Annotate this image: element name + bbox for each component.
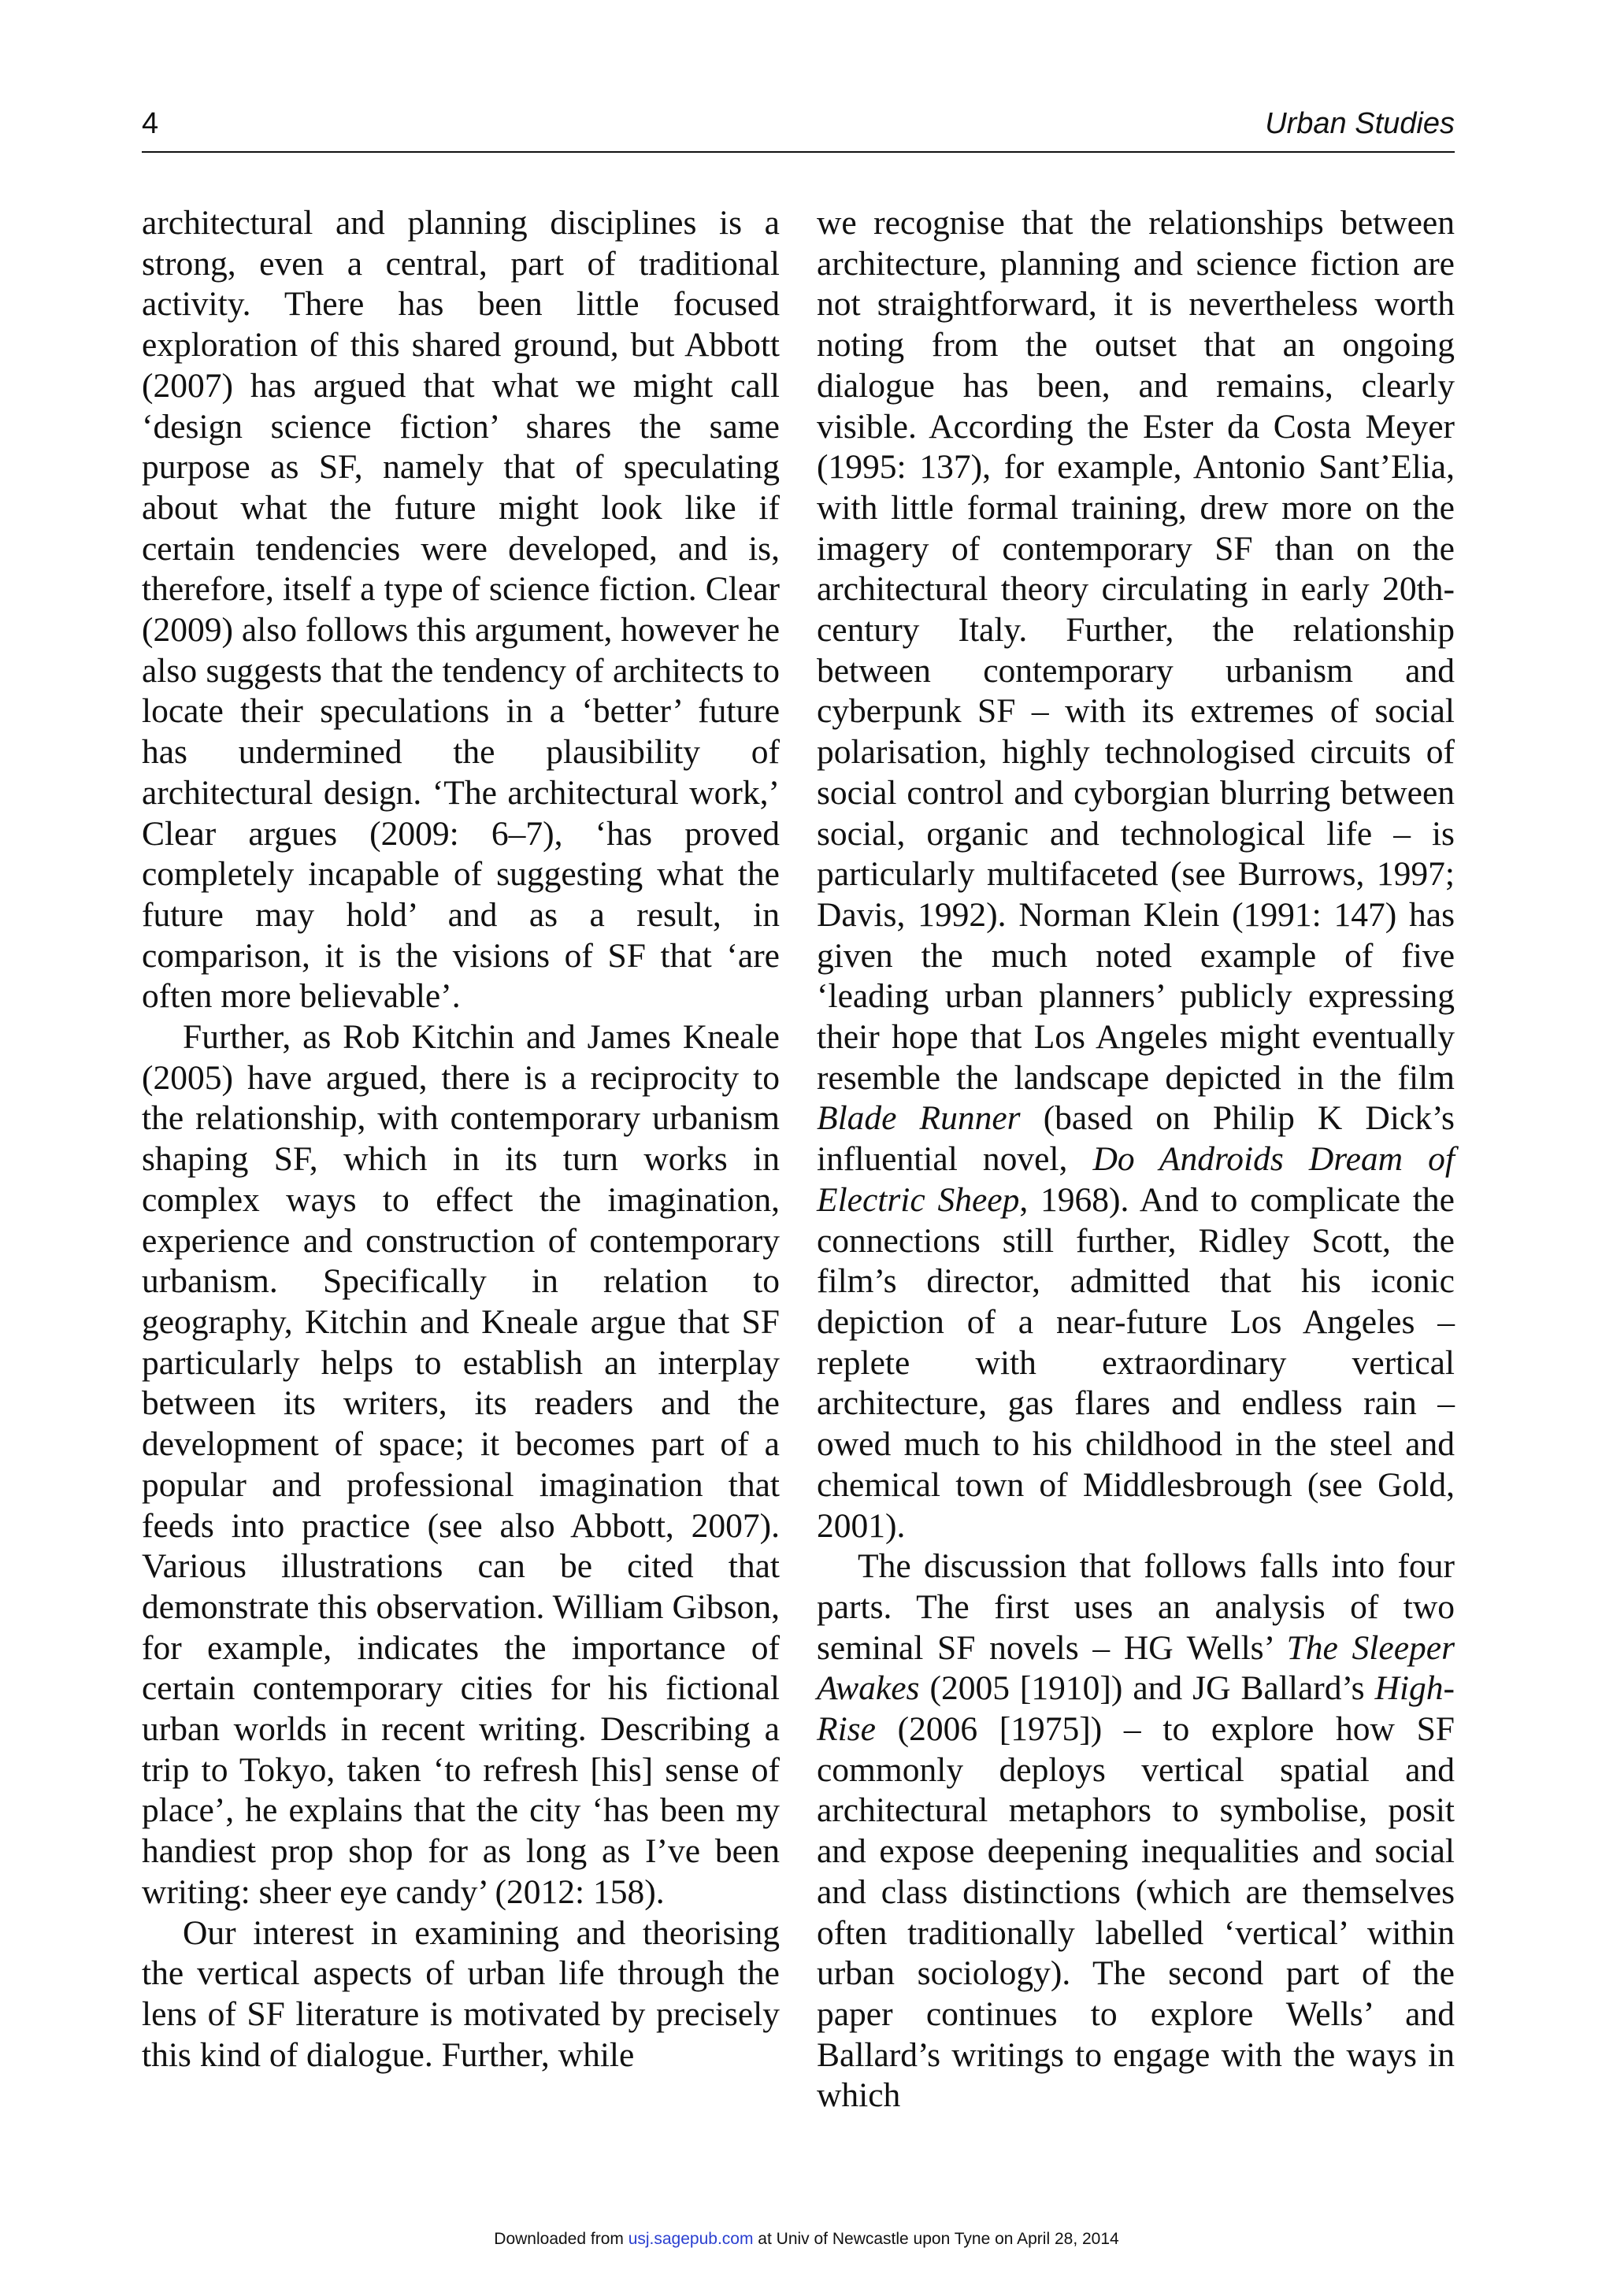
footer-suffix: at Univ of Newcastle upon Tyne on April 28, 2014 bbox=[753, 2230, 1119, 2248]
text-run: (2005 [1910]) and JG Ballard’s bbox=[919, 1669, 1375, 1708]
text-run: (based on Philip K Dick’s influential novel, bbox=[817, 1099, 1455, 1179]
page-number: 4 bbox=[142, 107, 159, 140]
left-column bbox=[142, 203, 780, 2076]
journal-title: Urban Studies bbox=[1265, 107, 1455, 140]
footer-prefix: Downloaded from bbox=[494, 2230, 629, 2248]
source-link[interactable]: usj.sagepub.com bbox=[628, 2230, 754, 2248]
running-header bbox=[142, 107, 1455, 153]
novel-title: The Sleeper Awakes bbox=[817, 1628, 1455, 1708]
novel-title: High-Rise bbox=[817, 1669, 1455, 1749]
paragraph: Our interest in examining and theorising the vertical aspects of urban life through the lens of SF literature is motivated by precisely this kind of dialogue. Further, while bbox=[142, 1913, 780, 2074]
paragraph: architectural and planning disciplines is a strong, even a central, part of traditional activity. There has been little focused exploration of this shared ground, but Abbott (2007) has argued that what we might call ‘design science fiction’ shares the same purpose as SF, namely that of speculating about what the future might look like if certain tendencies were developed, and is, therefore, itself a type of science fiction. Clear (2009) also follows this argument, however he also suggests that the tendency of architects to locate their speculations in a ‘better’ future has undermined the plausibility of architectural design. ‘The architectural work,’ Clear argues (2009: 6–7), ‘has proved completely incapable of suggesting what the future may hold’ and as a result, in comparison, it is the visions of SF that ‘are often more believable’. bbox=[142, 204, 780, 1016]
text-run: (2006 [1975]) – to explore how SF commonly deploys vertical spatial and architectural metaphors to symbolise, posit and expose deepening inequalities and social and class distinctions (which are themselves often traditionally labelled ‘vertical’ within urban sociology). The second part of the paper continues to explore Wells’ and Ballard’s writings to engage with the ways in which bbox=[817, 1710, 1455, 2115]
text-run: we recognise that the relationships between architecture, planning and science fiction are not straightforward, it is nevertheless worth noting from the outset that an ongoing dialogue has been, and remains, clearly visible. According the Ester da Costa Meyer (1995: 137), for example, Antonio Sant’Elia, with little formal training, drew more on the imagery of contemporary SF than on the architectural theory circulating in early 20th-century Italy. Further, the relationship between contemporary urbanism and cyberpunk SF – with its extremes of social polarisation, highly technologised circuits of social control and cyborgian blurring between social, organic and technological life – is particularly multifaceted (see Burrows, 1997; Davis, 1992). Norman Klein (1991: 147) has given the much noted example of five ‘leading urban planners’ publicly expressing their hope that Los Angeles might eventually resemble the landscape depicted in the film bbox=[817, 204, 1455, 1097]
text-run: , 1968). And to complicate the connections still further, Ridley Scott, the film’s director, admitted that his iconic depiction of a near-future Los Angeles – replete with extraordinary vertical architecture, gas flares and endless rain – owed much to his childhood in the steel and chemical town of Middlesbrough (see Gold, 2001). bbox=[817, 1180, 1455, 1545]
novel-title: Do Androids Dream of Electric Sheep bbox=[817, 1140, 1455, 1219]
download-footer bbox=[0, 2230, 1613, 2249]
right-column bbox=[817, 203, 1455, 2116]
paragraph: Further, as Rob Kitchin and James Kneale (2005) have argued, there is a reciprocity to the relationship, with contemporary urbanism shaping SF, which in its turn works in complex ways to effect the imagination, experience and construction of contemporary urbanism. Specifically in relation to geography, Kitchin and Kneale argue that SF particularly helps to establish an interplay between its writers, its readers and the development of space; it becomes part of a popular and professional imagination that feeds into practice (see also Abbott, 2007). Various illustrations can be cited that demonstrate this observation. William Gibson, for example, indicates the importance of certain contemporary cities for his fictional urban worlds in recent writing. Describing a trip to Tokyo, taken ‘to refresh [his] sense of place’, he explains that the city ‘has been my handiest prop shop for as long as I’ve been writing: sheer eye candy’ (2012: 158). bbox=[142, 1018, 780, 1911]
text-run: The discussion that follows falls into four parts. The first uses an analysis of two seminal SF novels – HG Wells’ bbox=[817, 1547, 1455, 1667]
paragraph bbox=[817, 203, 1455, 1546]
paragraph bbox=[817, 1546, 1455, 2116]
film-title: Blade Runner bbox=[817, 1099, 1021, 1138]
